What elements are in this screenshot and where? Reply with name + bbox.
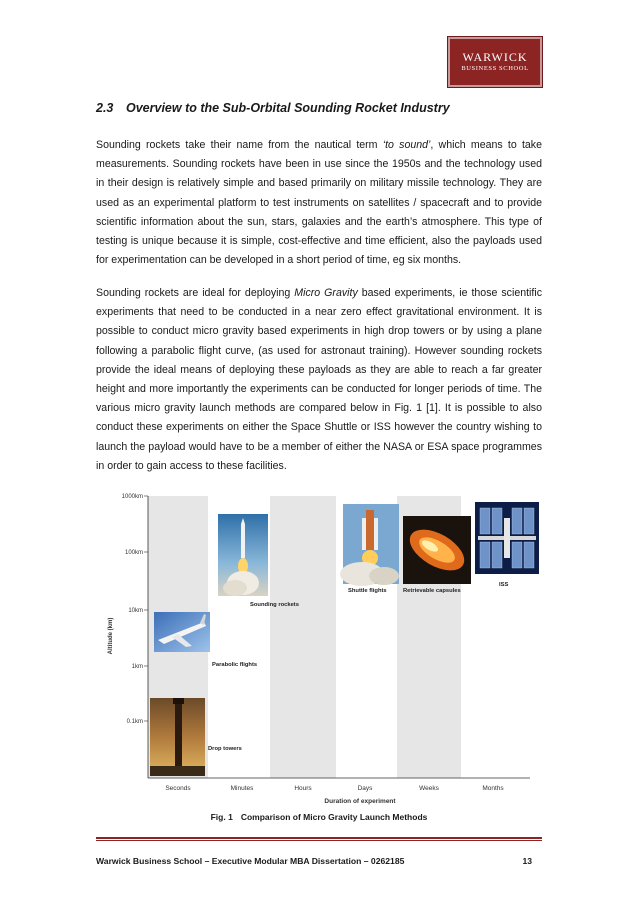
section-heading <box>96 101 546 115</box>
shuttle-photo <box>340 504 399 586</box>
y-tick-1000km: 1000km <box>121 494 143 500</box>
x-tick-seconds: Seconds <box>165 785 191 792</box>
launch-methods-figure <box>100 488 540 818</box>
band-hours <box>270 496 336 778</box>
x-axis-label: Duration of experiment <box>324 798 396 805</box>
page-footer <box>96 856 542 866</box>
caption-number: Fig. 1 <box>210 812 233 822</box>
figure-caption <box>96 812 542 822</box>
paragraph-2-after: based experiments, ie those scientific experiments that need to be conducted in a near zero effect gravitational environment. It is possible to conduct micro gravity based experiments in high drop towers or by using a plane following a parabolic flight curve, (as used for astronaut training). However sounding rockets provide the ideal means of deploying these payloads as they are able to reach a far greater height and more importantly the experiments can be conducted for longer periods of time. The various micro gravity launch methods are compared below in Fig. 1 [1]. It is possible to also conduct these experiments on either the Space Shuttle or ISS however the country wishing to launch the payload would have to be a member of either the NASA or ESA space programmes in order to gain access to these facilities. <box>96 287 543 472</box>
y-axis-label: Altitude (km) <box>108 617 114 655</box>
plane-photo <box>154 612 210 652</box>
section-title: Overview to the Sub-Orbital Sounding Rocket Industry <box>126 101 450 115</box>
caption-text: Comparison of Micro Gravity Launch Methods <box>240 812 428 822</box>
x-tick-hours: Hours <box>294 785 312 792</box>
x-tick-months: Months <box>482 785 504 792</box>
label-retrievable-capsules: Retrievable capsules <box>403 588 461 594</box>
footer-rule <box>96 837 542 839</box>
paragraph-1-term: ‘to sound’ <box>382 139 431 151</box>
station-photo <box>475 502 539 574</box>
label-drop-towers: Drop towers <box>208 746 242 752</box>
label-iss: ISS <box>499 582 509 588</box>
y-tick-100km: 100km <box>124 550 143 556</box>
paragraph-2 <box>96 284 542 476</box>
capsule-photo <box>403 516 471 584</box>
label-sounding-rockets: Sounding rockets <box>250 602 299 608</box>
logo-line-1: WARWICK <box>462 50 528 64</box>
rocket-photo <box>218 514 268 596</box>
section-number: 2.3 <box>96 101 114 115</box>
paragraph-2-term: Micro Gravity <box>294 287 358 299</box>
page-number: 13 <box>522 856 532 866</box>
y-tick-0.1km: 0.1km <box>126 719 143 725</box>
y-tick-1km: 1km <box>131 664 143 670</box>
x-tick-minutes: Minutes <box>230 785 254 792</box>
paragraph-1-after: , which means to take measurements. Sounding rockets have been in use since the 1950s and the technology used in their design is relatively simple and based primarily on military missile technology. They are used as an experimental platform to test instruments on satellites / spacecraft and to provide scientific information about the sun, stars, galaxies and the earth’s atmosphere. This type of testing is unique because it is simple, cost-effective and time efficient, also the payloads used for experimentation can be developed in a short period of time, eg six months. <box>96 139 542 267</box>
x-tick-days: Days <box>357 785 373 792</box>
figure-chart <box>100 488 540 818</box>
paragraph-1 <box>96 136 542 270</box>
x-tick-weeks: Weeks <box>419 785 439 792</box>
tower-photo <box>150 698 205 776</box>
warwick-logo <box>448 37 542 87</box>
label-shuttle-flights: Shuttle flights <box>348 588 387 594</box>
paragraph-2-before: Sounding rockets are ideal for deploying <box>96 287 295 299</box>
logo-line-2: BUSINESS SCHOOL <box>461 65 529 72</box>
footer-text: Warwick Business School – Executive Modular MBA Dissertation – 0262185 <box>96 856 405 866</box>
footer-rule-thin <box>96 840 542 841</box>
label-parabolic-flights: Parabolic flights <box>212 662 258 668</box>
y-tick-10km: 10km <box>128 608 143 614</box>
paragraph-1-before: Sounding rockets take their name from the nautical term <box>96 139 383 151</box>
